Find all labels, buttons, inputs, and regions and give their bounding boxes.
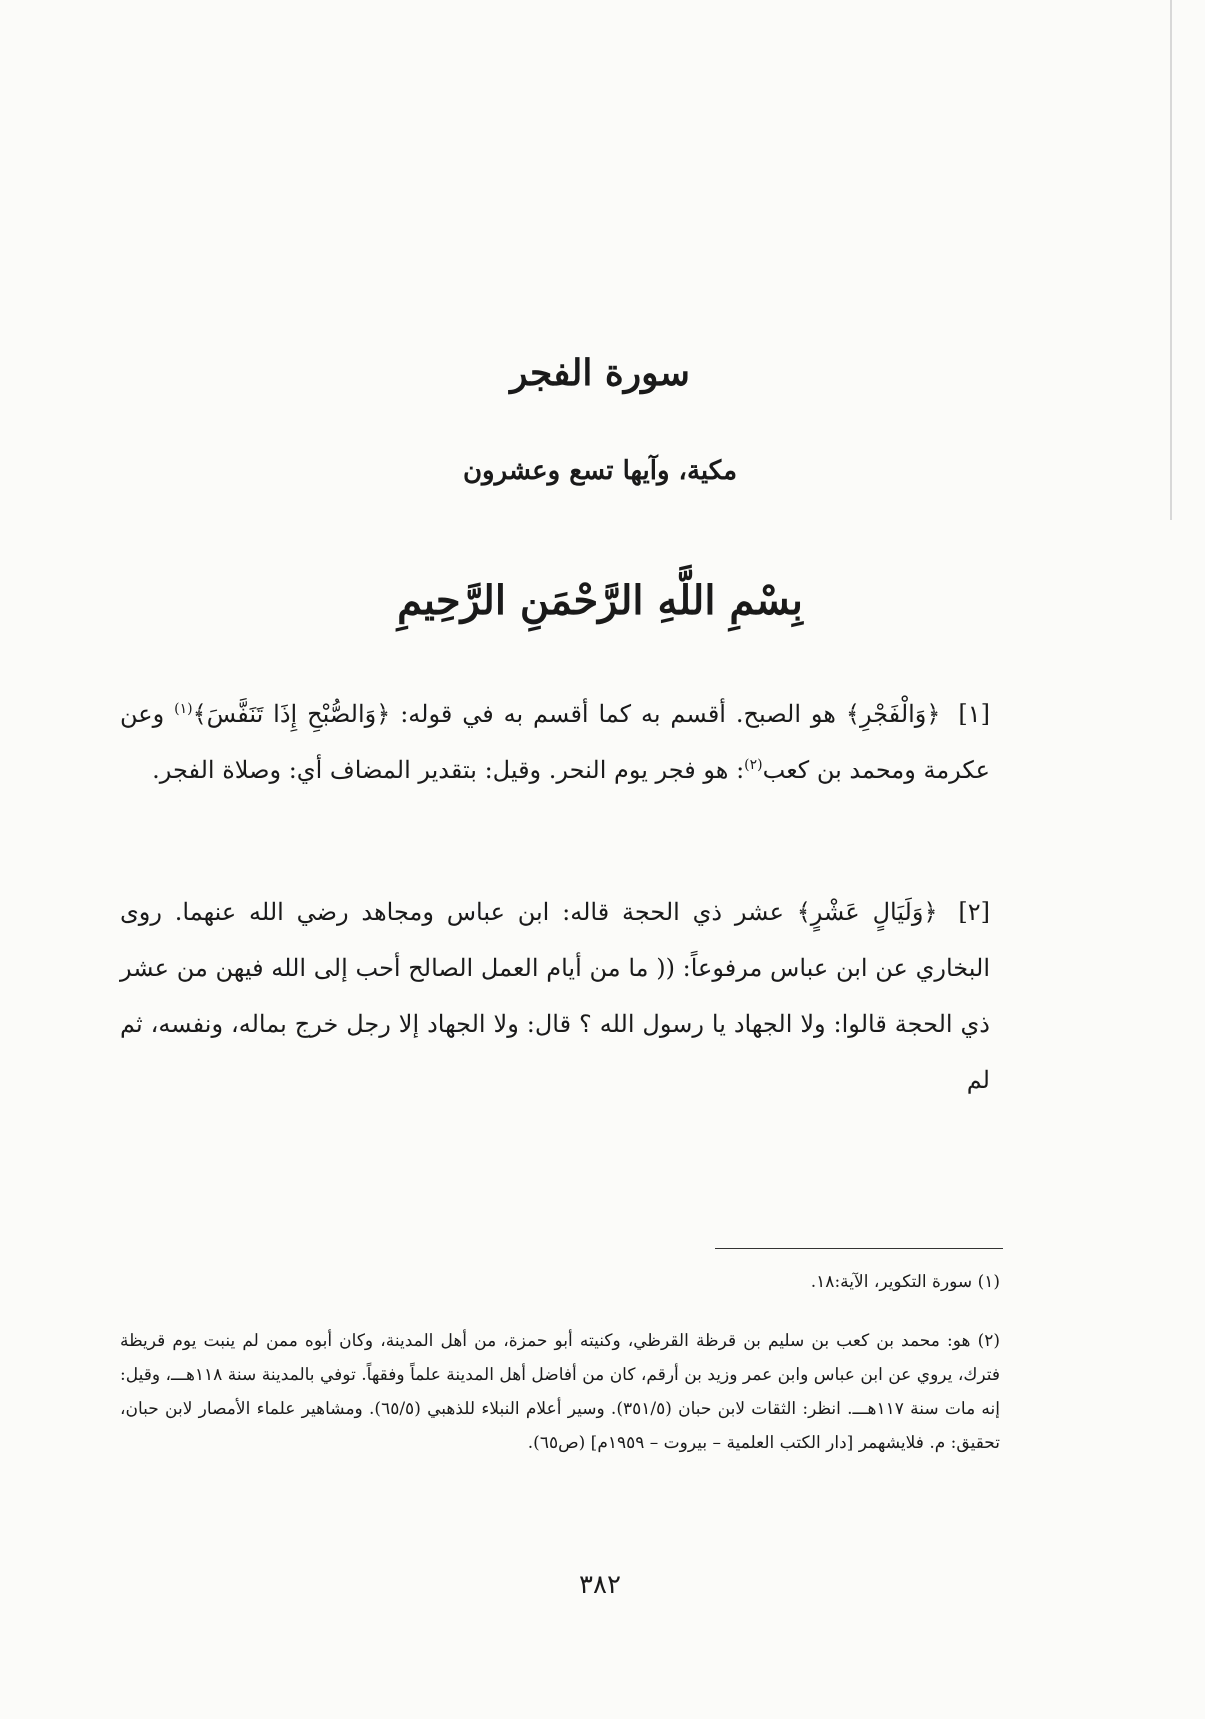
paragraph-number: [٢] bbox=[958, 898, 990, 926]
footnote-1: (١) سورة التكوير، الآية:١٨. bbox=[810, 1272, 1000, 1292]
surah-title: سورة الفجر bbox=[510, 352, 690, 394]
paragraph-text: عشر ذي الحجة قاله: ابن عباس ومجاهد رضي الله عنهما. روى البخاري عن ابن عباس مرفوعاً: (( ما من أيام العمل الصالح أحب إلى الله فيهن من عشر ذي الحجة قالوا: ولا الجهاد يا رسول الله ؟ قال: ولا الجهاد إلا رجل خرج بماله، ونفسه، ثم لم bbox=[120, 898, 990, 1094]
scan-edge-line bbox=[1170, 0, 1172, 520]
paragraph-text: : هو فجر يوم النحر. وقيل: بتقدير المضاف أي: وصلاة الفجر. bbox=[152, 756, 745, 784]
footnote-separator bbox=[715, 1248, 1003, 1249]
basmala: بِسْمِ اللَّهِ الرَّحْمَنِ الرَّحِيمِ bbox=[397, 577, 803, 624]
paragraph-number: [١] bbox=[958, 700, 990, 728]
paragraph-text: هو الصبح. أقسم به كما أقسم به في قوله: bbox=[400, 700, 836, 728]
paragraph-2 bbox=[120, 884, 990, 1108]
paragraph-text: وعن عكرمة ومحمد بن كعب bbox=[120, 700, 990, 784]
surah-subtitle: مكية، وآيها تسع وعشرون bbox=[462, 456, 738, 486]
quran-verse: ﴿وَالصُّبْحِ إِذَا تَنَفَّسَ﴾ bbox=[192, 700, 391, 728]
page-number: ٣٨٢ bbox=[579, 1570, 621, 1600]
paragraph-1 bbox=[120, 686, 990, 798]
quran-verse: ﴿وَلَيَالٍ عَشْرٍ﴾ bbox=[796, 898, 938, 926]
footnote-2: (٢) هو: محمد بن كعب بن سليم بن قرظة القرظي، وكنيته أبو حمزة، من أهل المدينة، وكان أبوه ممن لم ينبت يوم قريظة فترك، يروي عن ابن عباس وابن عمر وزيد بن أرقم، كان من أفاضل أهل المدينة علماً وفقهاً. توفي بالمدينة سنة ١١٨هـــ، وقيل: إنه مات سنة ١١٧هـــ. انظر: الثقات لابن حبان (٣٥١/٥). وسير أعلام النبلاء للذهبي (٦٥/٥). ومشاهير علماء الأمصار لابن حبان، تحقيق: م. فلايشهمر [دار الكتب العلمية – بيروت – ١٩٥٩م] (ص٦٥). bbox=[120, 1331, 1001, 1453]
footnote-ref[interactable]: (٢) bbox=[744, 757, 763, 773]
quran-verse: ﴿وَالْفَجْرِ﴾ bbox=[845, 700, 941, 728]
footnote-ref[interactable]: (١) bbox=[174, 701, 193, 717]
